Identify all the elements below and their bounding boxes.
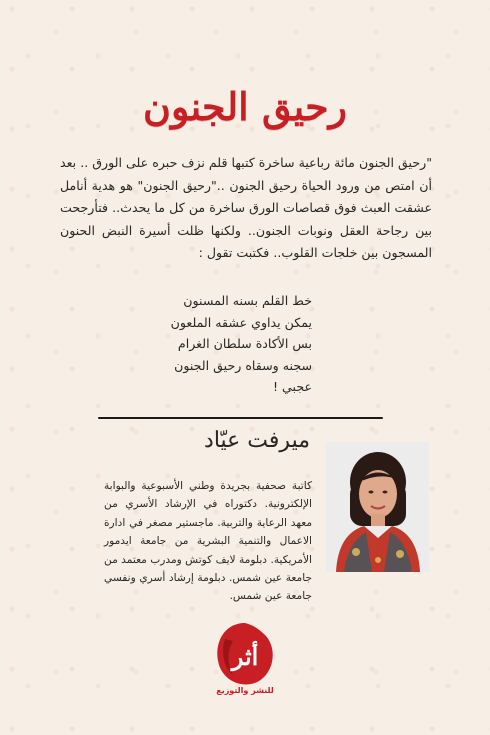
poem-line: خط القلم بسنه المسنون	[183, 293, 312, 308]
author-portrait-image	[326, 442, 429, 572]
poem-quatrain	[150, 290, 312, 398]
section-divider	[98, 417, 383, 419]
publisher-subtitle: للنشر والتوزيع	[216, 686, 274, 695]
author-name: ميرفت عيّاد	[204, 428, 310, 453]
book-title: رحيق الجنون	[143, 84, 347, 129]
publisher-logo-text: أثر	[231, 642, 259, 671]
author-photo	[326, 442, 429, 572]
poem-line: عجبي !	[273, 379, 312, 394]
author-bio: كاتبة صحفية بجريدة وطني الأسبوعية والبوابة الإلكترونية. دكتوراه في الإرشاد الأسري من معهد الرعاية والتربية. ماجستير مصغر في ادارة الاعمال والتنمية البشرية من جامعة ايدمور الأمريكية. دبلومة لايف كوتش ومدرب معتمد من جامعة عين شمس. دبلومة إرشاد أسري ونفسي جامعة عين شمس.	[104, 480, 312, 603]
poem-line: يمكن يداوي عشقه الملعون	[170, 314, 312, 330]
book-description: "رحيق الجنون مائة رباعية ساخرة كتبها قلم نزف حبره على الورق .. بعد أن امتص من ورود الحياة رحيق الجنون .."رحيق الجنون" هو هدية أنامل عشقت العبث فوق قصاصات الورق ساخرة من كل ما يحدث.. فتأرجحت بين رجاحة العقل ونوبات الجنون.. ولكنها ظلت أسيرة النبض الحنون المسجون بين خلجات القلوب.. فكتبت تقول :	[60, 155, 432, 260]
poem-line: بس الأكادة سلطان الغرام	[177, 336, 312, 351]
poem-line: سجنه وسقاه رحيق الجنون	[174, 357, 312, 373]
